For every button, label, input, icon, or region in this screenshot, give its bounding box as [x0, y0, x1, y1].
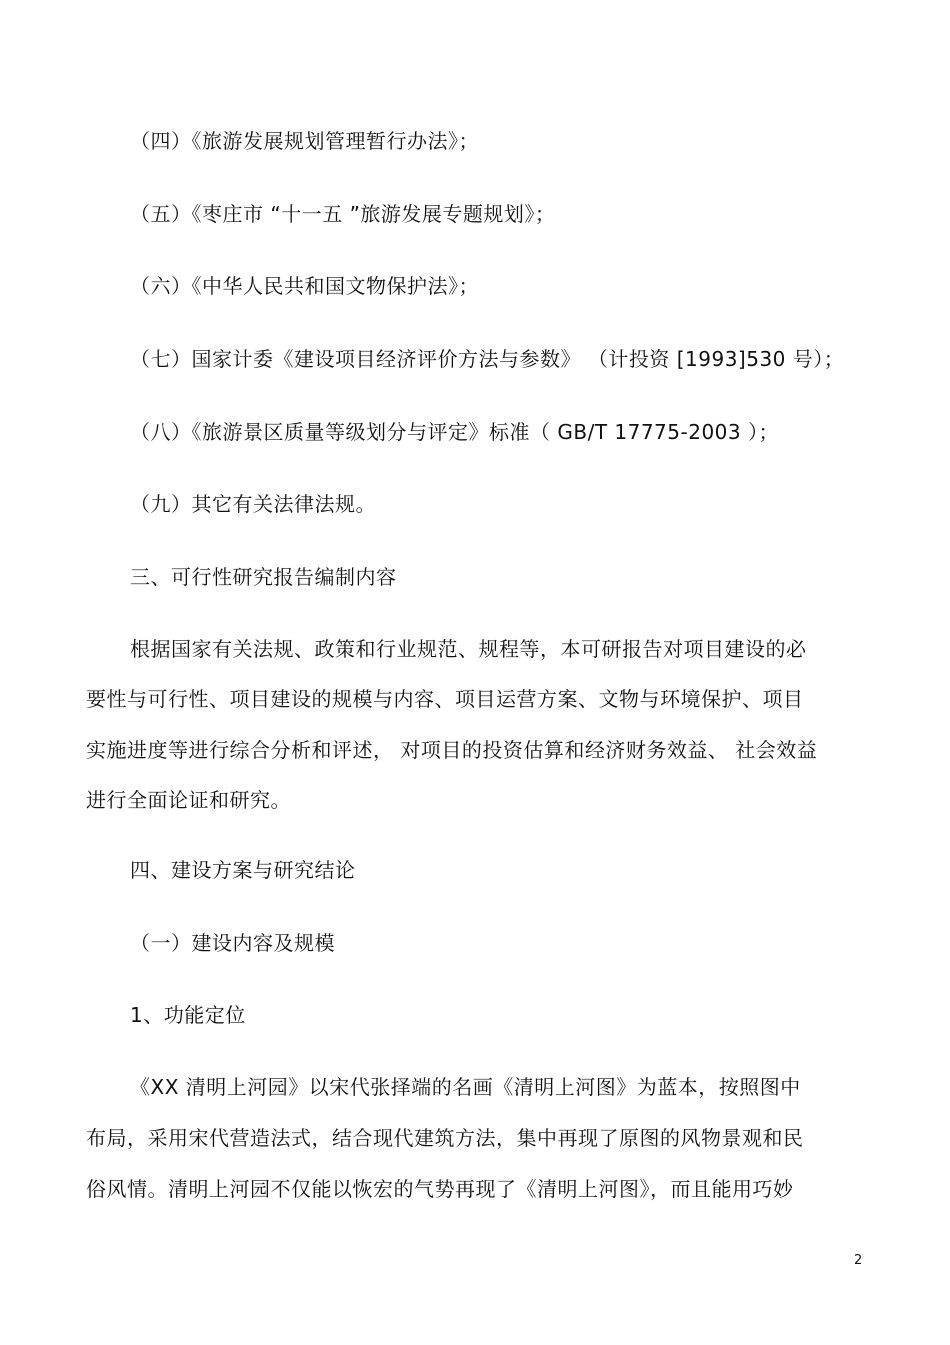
paragraph-line: 进行全面论证和研究。 — [86, 788, 291, 812]
list-item-5: （五）《枣庄市 “十一五 ”旅游发展专题规划》； — [130, 202, 556, 226]
paragraph-line: 《XX 清明上河园》以宋代张择端的名画《清明上河图》为蓝本，按照图中 — [130, 1075, 801, 1099]
subsection-heading-1: （一）建设内容及规模 — [130, 931, 335, 955]
list-item-8: （八）《旅游景区质量等级划分与评定》标准（ GB/T 17775-2003 ）； — [130, 420, 779, 444]
list-item-4: （四）《旅游发展规划管理暂行办法》； — [130, 129, 479, 153]
section-heading-4: 四、建设方案与研究结论 — [130, 858, 356, 882]
paragraph-line: 实施进度等进行综合分析和评述， 对项目的投资估算和经济财务效益、 社会效益 — [86, 738, 818, 762]
list-item-6: （六）《中华人民共和国文物保护法》； — [130, 274, 479, 298]
paragraph-line: 根据国家有关法规、政策和行业规范、规程等，本可研报告对项目建设的必 — [130, 637, 807, 661]
sub-subsection-heading-1: 1、功能定位 — [130, 1003, 246, 1027]
paragraph-line: 布局，采用宋代营造法式，结合现代建筑方法，集中再现了原图的风物景观和民 — [86, 1126, 804, 1150]
list-item-7: （七）国家计委《建设项目经济评价方法与参数》 （计投资 [1993]530 号）； — [130, 347, 845, 371]
paragraph-line: 要性与可行性、项目建设的规模与内容、项目运营方案、文物与环境保护、项目 — [86, 687, 804, 711]
list-item-9: （九）其它有关法律法规。 — [130, 492, 376, 516]
section-heading-3: 三、可行性研究报告编制内容 — [130, 565, 397, 589]
page-number: 2 — [854, 1253, 863, 1268]
paragraph-line: 俗风情。清明上河园不仅能以恢宏的气势再现了《清明上河图》，而且能用巧妙 — [86, 1177, 794, 1201]
